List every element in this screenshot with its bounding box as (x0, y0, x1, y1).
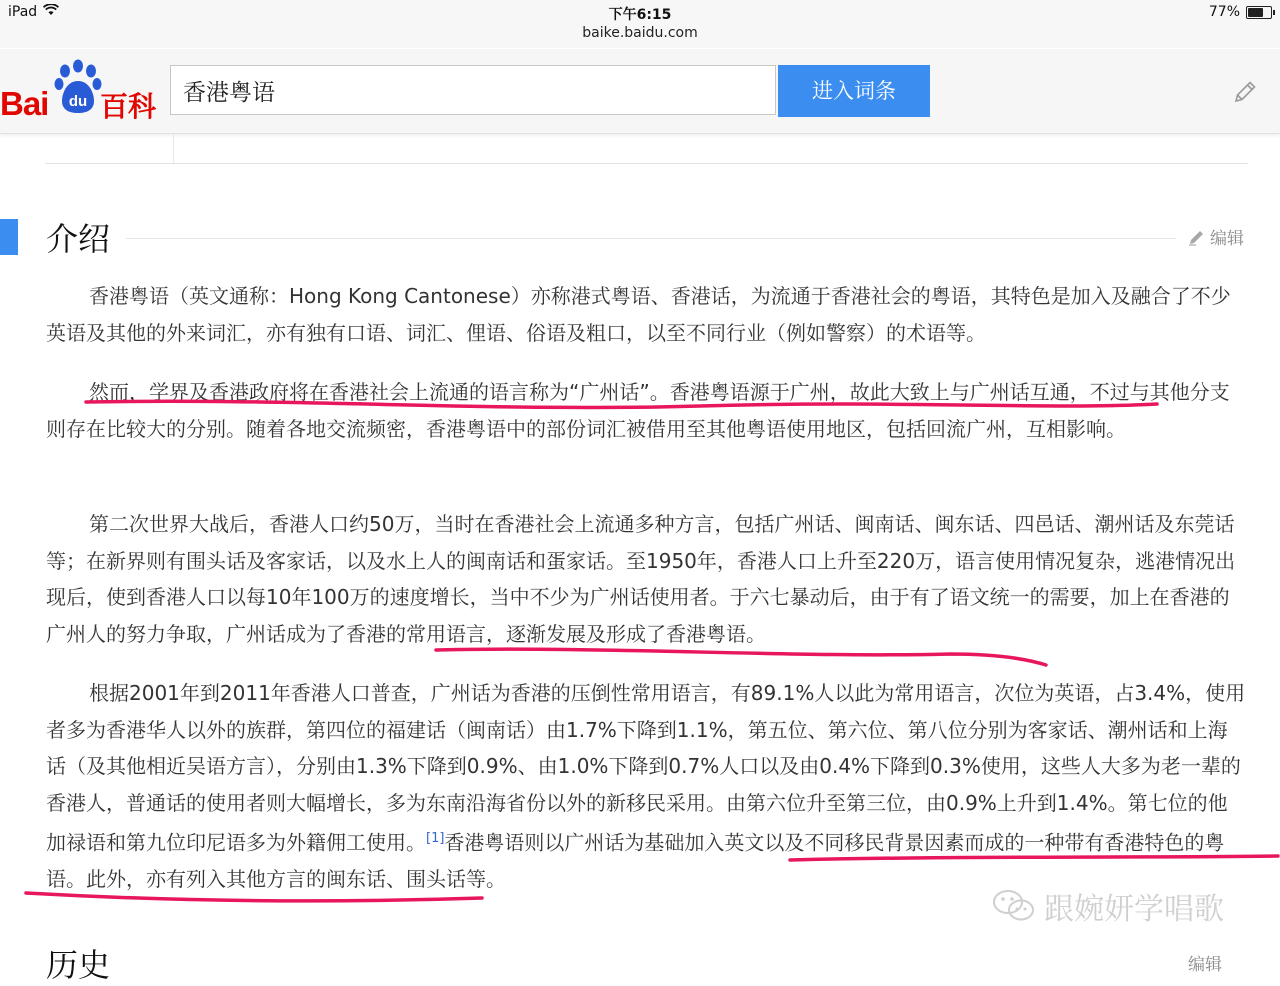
paragraph-4 (46, 675, 1246, 898)
divider (45, 163, 1248, 164)
section-edit-link[interactable] (1188, 224, 1244, 249)
address-url[interactable]: baike.baidu.com (582, 25, 698, 41)
paragraph-3: 第二次世界大战后，香港人口约50万，当时在香港社会上流通多种方言，包括广州话、闽南话、闽东话、四邑话、潮州话及东莞话等；在新界则有围头话及客家话，以及水上人的闽南话和蛋家话。至1950年，香港人口上升至220万，语言使用情况复杂，逃港情况出现后，使到香港人口以每10年100万的速度增长，当中不少为广州话使用者。于六七暴动后，由于有了语文统一的需要，加上在香港的广州人的努力争取，广州话成为了香港的常用语言，逐渐发展及形成了香港粤语。 (46, 512, 1236, 646)
logo-bai-text: Bai (0, 85, 49, 122)
pencil-icon (1188, 228, 1206, 246)
status-time: 下午6:15 (608, 7, 672, 23)
next-section-title: 历史 (46, 946, 111, 984)
paragraph-4-text-a: 根据2001年到2011年香港人口普查，广州话为香港的压倒性常用语言，有89.1%人以此为常用语言，次位为英语，占3.4%，使用者多为香港华人以外的族群，第四位的福建话（闽南话）由1.7%下降到1.1%，第五位、第六位、第八位分别为客家话、潮州话和上海话（及其他相近吴语方言），分别由1.3%下降到0.9%、由1.0%下降到0.7%人口以及由0.4%下降到0.3%使用，这些人大多为老一辈的香港人，普通话的使用者则大幅增长，多为东南沿海省份以外的新移民采用。由第六位升至第三位，由0.9%上升到1.4%。第七位的他加禄语和第九位印尼语多为外籍佣工使用。 (46, 681, 1246, 855)
baidu-baike-logo[interactable] (0, 59, 160, 123)
watermark (992, 884, 1224, 928)
status-bar (0, 0, 1280, 48)
pencil-icon[interactable] (1232, 79, 1258, 105)
section-marker (0, 219, 18, 255)
logo-baike-text: 百科 (100, 90, 157, 123)
search-input[interactable] (170, 65, 776, 115)
section-title: 介绍 (46, 220, 111, 258)
reference-link[interactable]: [1] (426, 831, 445, 846)
device-name: iPad (8, 4, 38, 20)
battery-icon (1246, 6, 1272, 19)
paragraph-4-text-b: 香港粤语则以广州话为基础加入英文以及不同移民背景因素而成的一种带有香港特色的粤语。此外，亦有列入其他方言的闽东话、围头话等。 (46, 830, 1225, 892)
paragraph-2: 然而，学界及香港政府将在香港社会上流通的语言称为“广州话”。香港粤语源于广州，故此大致上与广州话互通，不过与其他分支则存在比较大的分别。随着各地交流频密，香港粤语中的部份词汇被借用至其他粤语使用地区，包括回流广州，互相影响。 (46, 380, 1230, 441)
tab-strip (45, 134, 174, 164)
enter-entry-button[interactable]: 进入词条 (778, 65, 930, 117)
logo-du-text: du (68, 93, 88, 110)
watermark-text: 跟婉妍学唱歌 (1044, 892, 1224, 927)
edit-label: 编辑 (1210, 229, 1244, 249)
wechat-icon (992, 888, 1036, 924)
next-section-edit-link[interactable]: 编辑 (1188, 955, 1222, 975)
site-header (0, 49, 1280, 134)
battery-percent: 77% (1208, 4, 1240, 20)
paragraph-1: 香港粤语（英文通称：Hong Kong Cantonese）亦称港式粤语、香港话，为流通于香港社会的粤语，其特色是加入及融合了不少英语及其他的外来词汇，亦有独有口语、词汇、俚语、俗语及粗口，以至不同行业（例如警察）的术语等。 (46, 284, 1231, 345)
baidu-paw-icon (52, 59, 104, 115)
status-right (1209, 4, 1272, 20)
battery-cap (1273, 10, 1275, 15)
section-divider (126, 238, 1176, 239)
battery-fill (1248, 8, 1263, 17)
